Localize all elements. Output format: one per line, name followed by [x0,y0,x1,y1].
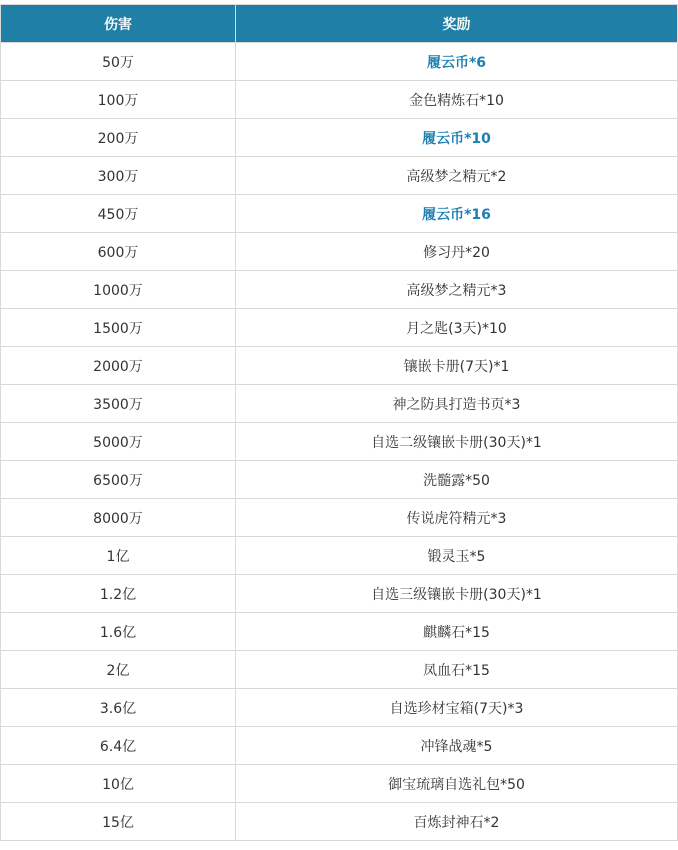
table-row [1,537,678,575]
table-row [1,43,678,81]
table-row [1,727,678,765]
table-row [1,81,678,119]
table-row [1,271,678,309]
reward-cell: 高级梦之精元*3 [236,271,678,309]
reward-cell: 传说虎符精元*3 [236,499,678,537]
damage-reward-table [0,4,678,841]
damage-cell: 5000万 [1,423,236,461]
header-damage: 伤害 [1,5,236,43]
reward-cell: 凤血石*15 [236,651,678,689]
reward-cell: 洗髓露*50 [236,461,678,499]
table-row [1,499,678,537]
table-row [1,689,678,727]
reward-cell: 自选三级镶嵌卡册(30天)*1 [236,575,678,613]
table-body [1,43,678,841]
damage-cell: 2000万 [1,347,236,385]
table-row [1,309,678,347]
reward-cell: 修习丹*20 [236,233,678,271]
damage-cell: 1亿 [1,537,236,575]
table-row [1,461,678,499]
damage-cell: 2亿 [1,651,236,689]
reward-cell: 履云币*10 [236,119,678,157]
reward-cell: 履云币*6 [236,43,678,81]
table-row [1,613,678,651]
damage-cell: 3.6亿 [1,689,236,727]
damage-cell: 1500万 [1,309,236,347]
reward-cell: 镶嵌卡册(7天)*1 [236,347,678,385]
table-row [1,651,678,689]
table-row [1,423,678,461]
table-row [1,347,678,385]
damage-cell: 8000万 [1,499,236,537]
damage-cell: 100万 [1,81,236,119]
damage-cell: 300万 [1,157,236,195]
table-row [1,233,678,271]
damage-cell: 15亿 [1,803,236,841]
damage-cell: 1.2亿 [1,575,236,613]
reward-cell: 高级梦之精元*2 [236,157,678,195]
damage-cell: 3500万 [1,385,236,423]
table-row [1,575,678,613]
damage-cell: 600万 [1,233,236,271]
reward-cell: 自选二级镶嵌卡册(30天)*1 [236,423,678,461]
damage-cell: 200万 [1,119,236,157]
table-row [1,803,678,841]
table-row [1,385,678,423]
reward-cell: 锻灵玉*5 [236,537,678,575]
reward-cell: 麒麟石*15 [236,613,678,651]
reward-cell: 月之匙(3天)*10 [236,309,678,347]
reward-cell: 冲锋战魂*5 [236,727,678,765]
damage-cell: 1000万 [1,271,236,309]
table-header-row [1,5,678,43]
reward-table-container [0,4,677,841]
damage-cell: 6500万 [1,461,236,499]
reward-cell: 神之防具打造书页*3 [236,385,678,423]
header-reward: 奖励 [236,5,678,43]
reward-cell: 百炼封神石*2 [236,803,678,841]
reward-cell: 御宝琉璃自选礼包*50 [236,765,678,803]
damage-cell: 10亿 [1,765,236,803]
table-row [1,157,678,195]
reward-cell: 自选珍材宝箱(7天)*3 [236,689,678,727]
table-row [1,195,678,233]
reward-cell: 金色精炼石*10 [236,81,678,119]
table-row [1,119,678,157]
damage-cell: 50万 [1,43,236,81]
damage-cell: 1.6亿 [1,613,236,651]
damage-cell: 6.4亿 [1,727,236,765]
reward-cell: 履云币*16 [236,195,678,233]
table-row [1,765,678,803]
damage-cell: 450万 [1,195,236,233]
